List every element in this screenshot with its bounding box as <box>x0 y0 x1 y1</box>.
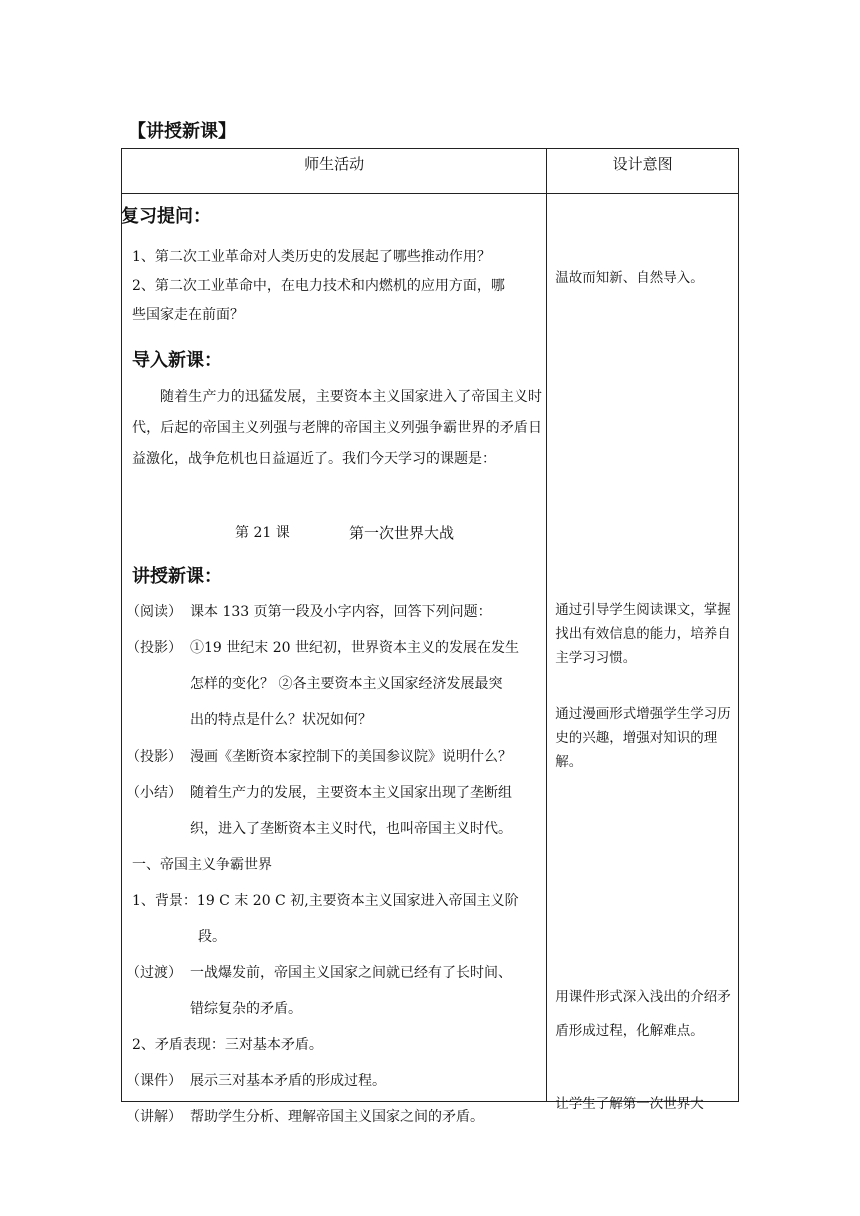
design-courseware: 用课件形式深入浅出的介绍矛盾形成过程，化解难点。 <box>555 989 731 1039</box>
table-body-row <box>122 194 739 1102</box>
l14-text: 展示三对基本矛盾的形成过程。 <box>190 1073 386 1089</box>
l12-text: 错综复杂的矛盾。 <box>190 1001 302 1017</box>
l4-text: 出的特点是什么？状况如何？ <box>190 712 372 728</box>
review-heading: 复习提问： <box>121 206 211 227</box>
l1-tag: （阅读） <box>126 604 182 620</box>
activities-cell <box>121 194 547 1125</box>
l15-tag: （讲解） <box>126 1109 182 1125</box>
review-q2-line2: 些国家走在前面？ <box>132 307 244 323</box>
section-title: 【讲授新课】 <box>128 121 236 142</box>
review-q1: 1、第二次工业革命对人类历史的发展起了哪些推动作用？ <box>132 249 491 265</box>
header-activities: 师生活动 <box>122 149 547 194</box>
l6-text: 随着生产力的发展，主要资本主义国家出现了垄断组 <box>190 785 512 801</box>
l6-tag: （小结） <box>126 785 182 801</box>
l14-tag: （课件） <box>126 1073 182 1089</box>
table-header-row <box>122 149 739 194</box>
design-reading: 通过引导学生阅读课文，掌握找出有效信息的能力，培养自主学习习惯。 <box>555 602 731 666</box>
l2-tag: （投影） <box>126 640 182 656</box>
design-ww1: 让学生了解第一次世界大 <box>555 1096 704 1112</box>
l10-text: 段。 <box>198 929 226 945</box>
l3-text: 怎样的变化？ ②各主要资本主义国家经济发展最突 <box>190 676 503 692</box>
lesson-table <box>121 148 739 1125</box>
l5-text: 漫画《垄断资本家控制下的美国参议院》说明什么？ <box>190 749 512 765</box>
l11-tag: （过渡） <box>126 965 182 981</box>
intro-heading: 导入新课： <box>132 350 222 371</box>
review-q2-line1: 2、第二次工业革命中，在电力技术和内燃机的应用方面，哪 <box>132 278 505 294</box>
design-intent-cell <box>547 194 739 1112</box>
l1-text: 课本 133 页第一段及小字内容，回答下列问题： <box>190 604 492 620</box>
lesson-number: 第 21 课 <box>235 525 290 541</box>
header-design-intent: 设计意图 <box>547 149 739 194</box>
l11-text: 一战爆发前，帝国主义国家之间就已经有了长时间、 <box>190 965 512 981</box>
l9-text: 1、背景：19 C 末 20 C 初,主要资本主义国家进入帝国主义阶 <box>132 893 519 909</box>
l7-text: 织，进入了垄断资本主义时代，也叫帝国主义时代。 <box>190 821 512 837</box>
l8-text: 一、帝国主义争霸世界 <box>132 857 272 873</box>
l2-text: ①19 世纪末 20 世纪初，世界资本主义的发展在发生 <box>190 640 519 656</box>
teach-heading: 讲授新课： <box>132 566 222 587</box>
l15-text: 帮助学生分析、理解帝国主义国家之间的矛盾。 <box>190 1109 484 1125</box>
l5-tag: （投影） <box>126 749 182 765</box>
lesson-title: 第一次世界大战 <box>349 524 455 542</box>
design-cartoon: 通过漫画形式增强学生学习历史的兴趣，增强对知识的理解。 <box>555 706 731 770</box>
l13-text: 2、矛盾表现：三对基本矛盾。 <box>132 1037 323 1053</box>
design-review: 温故而知新、自然导入。 <box>555 270 704 286</box>
intro-paragraph: 随着生产力的迅猛发展，主要资本主义国家进入了帝国主义时代，后起的帝国主义列强与老牌的帝国主义列强争霸世界的矛盾日益激化，战争危机也日益逼近了。我们今天学习的课题是： <box>132 389 542 467</box>
